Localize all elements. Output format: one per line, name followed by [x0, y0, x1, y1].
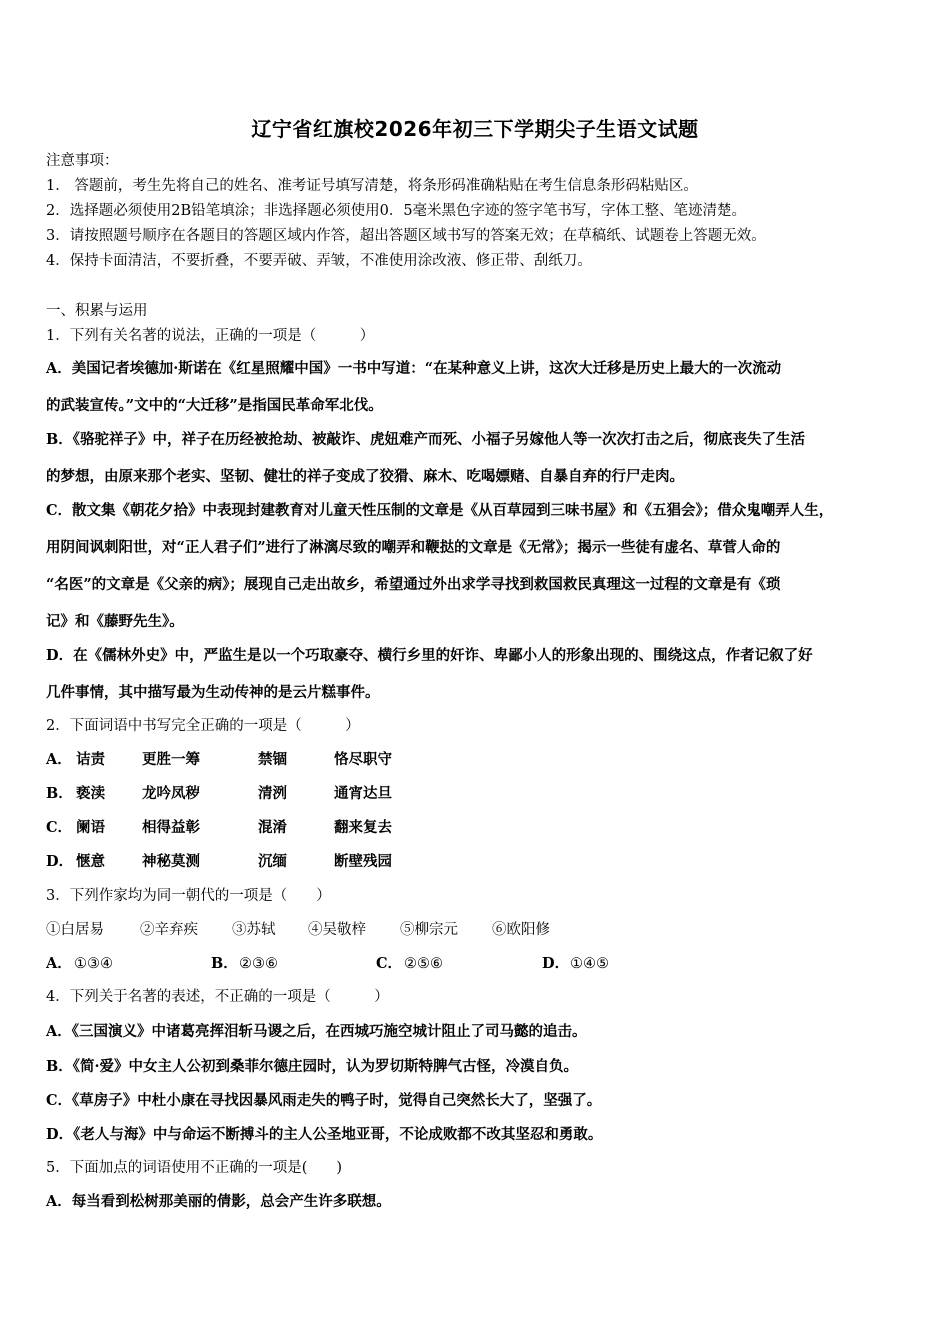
question-stem: 2．下面词语中书写完全正确的一项是（ ） — [46, 718, 360, 734]
word: 混淆 — [258, 819, 287, 836]
option-text: ①④⑤ — [570, 956, 609, 972]
word: 沉缅 — [258, 853, 287, 870]
word: 更胜一筹 — [142, 751, 200, 768]
author-item: ④吴敬梓 — [308, 922, 366, 938]
author-item: ②辛弃疾 — [140, 922, 198, 938]
section-heading: 一、积累与运用 — [46, 303, 148, 319]
word: 神秘莫测 — [142, 853, 200, 870]
word: 龙吟凤秽 — [142, 785, 200, 802]
word: 恪尽职守 — [334, 751, 392, 768]
author-item: ⑥欧阳修 — [492, 922, 550, 938]
option-label: A． — [46, 955, 72, 972]
notice-item: 3．请按照题号顺序在各题目的答题区域内作答，超出答题区域书写的答案无效；在草稿纸、试题卷上答题无效。 — [46, 228, 766, 244]
question-stem: 5．下面加点的词语使用不正确的一项是( ) — [46, 1160, 343, 1176]
question-stem: 4．下列关于名著的表述，不正确的一项是（ ） — [46, 989, 389, 1005]
question-stem: 3．下列作家均为同一朝代的一项是（ ） — [46, 888, 331, 904]
option-line: A．《三国演义》中诸葛亮挥泪斩马谡之后，在西城巧施空城计阻止了司马懿的追击。 — [46, 1023, 587, 1040]
notice-item: 4．保持卡面清洁，不要折叠，不要弄破、弄皱，不准使用涂改液、修正带、刮纸刀。 — [46, 253, 592, 269]
option-line: D．《老人与海》中与命运不断搏斗的主人公圣地亚哥，不论成败都不改其坚忍和勇敢。 — [46, 1126, 603, 1143]
option-label: A． — [46, 751, 72, 768]
author-item: ③苏轼 — [232, 922, 276, 938]
option-line: 记》和《藤野先生》。 — [46, 613, 184, 630]
option-line: “名医”的文章是《父亲的病》；展现自己走出故乡，希望通过外出求学寻找到救国救民真理这一过程的文章是有《琐 — [46, 576, 781, 593]
word: 断壁残园 — [334, 853, 392, 870]
notice-heading: 注意事项： — [46, 153, 119, 169]
option-line: 几件事情，其中描写最为生动传神的是云片糕事件。 — [46, 684, 380, 701]
option-line: A．美国记者埃德加·斯诺在《红星照耀中国》一书中写道：“在某种意义上讲，这次大迁移是历史上最大的一次流动 — [46, 360, 782, 377]
word: 相得益彰 — [142, 819, 200, 836]
option-line: D．在《儒林外史》中，严监生是以一个巧取豪夺、横行乡里的奸诈、卑鄙小人的形象出现的、围绕这点，作者记叙了好 — [46, 647, 813, 664]
author-item: ①白居易 — [46, 922, 104, 938]
notice-item: 1． 答题前，考生先将自己的姓名、准考证号填写清楚，将条形码准确粘贴在考生信息条形码粘贴区。 — [46, 178, 698, 194]
notice-item: 2．选择题必须使用2B铅笔填涂；非选择题必须使用0．5毫米黑色字迹的签字笔书写，字体工整、笔迹清楚。 — [46, 203, 747, 219]
option-label: D． — [542, 955, 570, 972]
word: 清洌 — [258, 785, 287, 802]
option-text: ②⑤⑥ — [404, 956, 443, 972]
question-stem: 1．下列有关名著的说法，正确的一项是（ ） — [46, 328, 375, 344]
option-line: 的武装宣传。”文中的“大迁移”是指国民革命军北伐。 — [46, 397, 383, 414]
option-line: C．散文集《朝花夕拾》中表现封建教育对儿童天性压制的文章是《从百草园到三味书屋》和《五猖会》；借众鬼嘲弄人生， — [46, 502, 834, 519]
option-line: B．《骆驼祥子》中，祥子在历经被抢劫、被敲诈、虎妞难产而死、小福子另嫁他人等一次次打击之后，彻底丧失了生活 — [46, 431, 806, 448]
word: 禁锢 — [258, 751, 287, 768]
option-label: D． — [46, 853, 74, 870]
page-title: 辽宁省红旗校2026年初三下学期尖子生语文试题 — [251, 117, 699, 141]
author-item: ⑤柳宗元 — [400, 922, 458, 938]
word: 阑语 — [76, 819, 105, 836]
option-line: C．《草房子》中杜小康在寻找因暴风雨走失的鸭子时，觉得自己突然长大了，坚强了。 — [46, 1092, 602, 1109]
option-label: B． — [211, 955, 238, 972]
option-line: 的梦想，由原来那个老实、坚韧、健壮的祥子变成了狡猾、麻木、吃喝嫖赌、自暴自弃的行尸走肉。 — [46, 468, 684, 485]
option-text: ①③④ — [74, 956, 113, 972]
option-line: A．每当看到松树那美丽的倩影，总会产生许多联想。 — [46, 1193, 391, 1210]
word: 诘责 — [76, 751, 105, 768]
word: 通宵达旦 — [334, 785, 392, 802]
option-label: C． — [46, 819, 73, 836]
option-line: 用阴间讽刺阳世，对“正人君子们”进行了淋漓尽致的嘲弄和鞭挞的文章是《无常》；揭示一些徒有虚名、草菅人命的 — [46, 539, 781, 556]
option-label: C． — [376, 955, 403, 972]
word: 亵渎 — [76, 785, 105, 802]
word: 翻来复去 — [334, 819, 392, 836]
word: 惬意 — [76, 853, 105, 870]
option-line: B．《简·爱》中女主人公初到桑菲尔德庄园时，认为罗切斯特脾气古怪，冷漠自负。 — [46, 1058, 579, 1075]
option-text: ②③⑥ — [239, 956, 278, 972]
option-label: B． — [46, 785, 73, 802]
